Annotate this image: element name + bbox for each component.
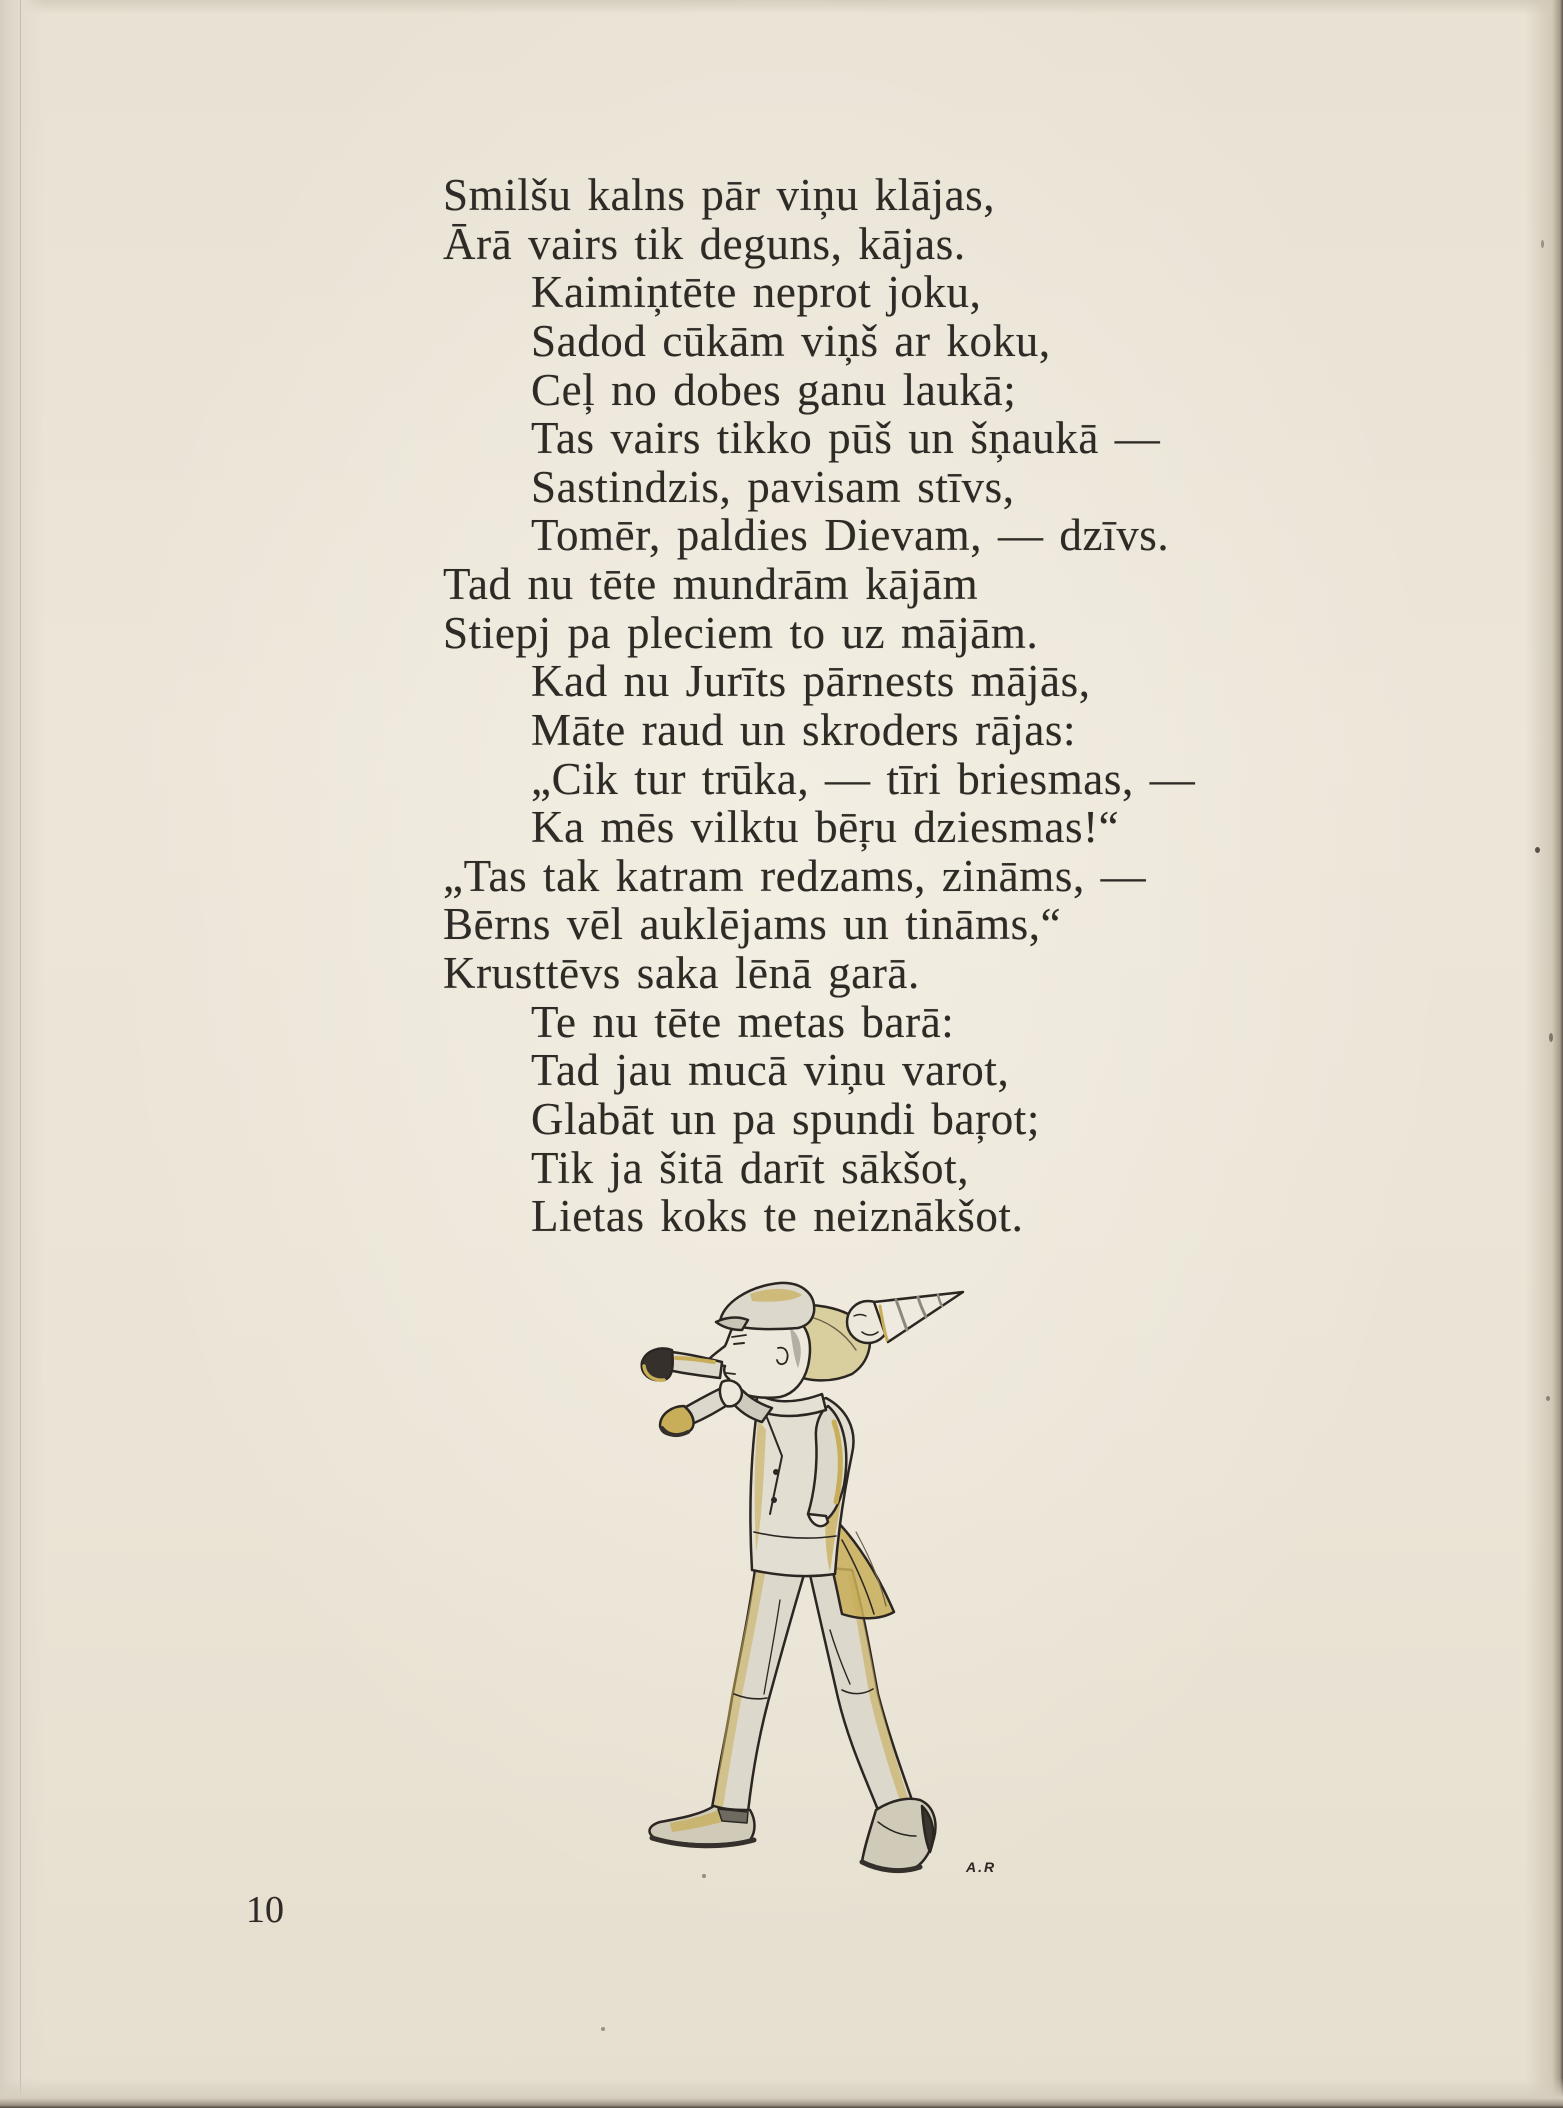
poem-line: Ka mēs vilktu bēŗu dziesmas!“ (531, 802, 1120, 853)
poem-line: Kaimiņtēte neprot joku, (531, 267, 982, 318)
poem-line: Sastindzis, pavisam stīvs, (531, 461, 1015, 512)
paper-speck (1535, 847, 1540, 853)
poem-line: Krusttēvs saka lēnā garā. (443, 948, 920, 998)
illustrator-signature: A.R (966, 1859, 997, 1875)
man-front-shoe (650, 1806, 755, 1846)
man-eye (734, 1343, 744, 1344)
page-edge-right (1525, 0, 1563, 2108)
page-edge-bottom (0, 2078, 1563, 2108)
poem-line: Māte raud un skroders rājas: (531, 704, 1077, 755)
child-shoe (660, 1406, 694, 1435)
poem-line: Smilšu kalns pār viņu klājas, (443, 170, 996, 220)
child-pointed-hat (874, 1292, 963, 1342)
paper-speck (1541, 240, 1544, 248)
man-back-shoe (862, 1799, 935, 1871)
page-number: 10 (246, 1889, 284, 1931)
man-cap (716, 1283, 814, 1330)
paper-speck (1549, 1033, 1553, 1042)
paper-speck (601, 2027, 605, 2031)
page-edge-left (0, 0, 46, 2108)
jacket-button (771, 1497, 777, 1503)
poem-line: Bērns vēl auklējams un tināms,“ (443, 899, 1062, 950)
poem-line: Tas vairs tikko pūš un šņaukā — (531, 413, 1161, 464)
poem (443, 171, 1343, 1241)
poem-line: Ārā vairs tik deguns, kājas. (443, 218, 966, 269)
page-edge-top (0, 0, 1563, 14)
paper-speck (1546, 1396, 1550, 1401)
jacket-button (773, 1469, 779, 1475)
poem-line: Ceļ no dobes ganu laukā; (531, 364, 1017, 415)
poem-line: „Tas tak katram redzams, zināms, — (443, 850, 1147, 901)
poem-line: Kad nu Jurīts pārnests mājās, (531, 656, 1091, 707)
binding-line (20, 0, 21, 2108)
poem-line: Tad nu tēte mundrām kājām (443, 559, 979, 609)
poem-line: Lietas koks te neiznākšot. (531, 1191, 1024, 1242)
man-hand (720, 1380, 742, 1406)
poem-line: Stiepj pa pleciem to uz mājām. (443, 607, 1039, 658)
poem-line: Sadod cūkām viņš ar koku, (531, 315, 1051, 366)
poem-line: Glabāt un pa spundi baŗot; (531, 1093, 1040, 1144)
poem-line: „Cik tur trūka, — tīri briesmas, — (531, 753, 1196, 804)
poem-line: Tomēr, paldies Dievam, — dzīvs. (531, 510, 1170, 561)
poem-line: Tik ja šitā darīt sākšot, (531, 1142, 970, 1193)
poem-line: Te nu tēte metas barā: (531, 996, 955, 1047)
illustration (630, 1270, 1030, 1890)
child-shoe (642, 1349, 673, 1381)
poem-line: Tad jau mucā viņu varot, (531, 1045, 1010, 1096)
man-front-leg (712, 1562, 806, 1812)
